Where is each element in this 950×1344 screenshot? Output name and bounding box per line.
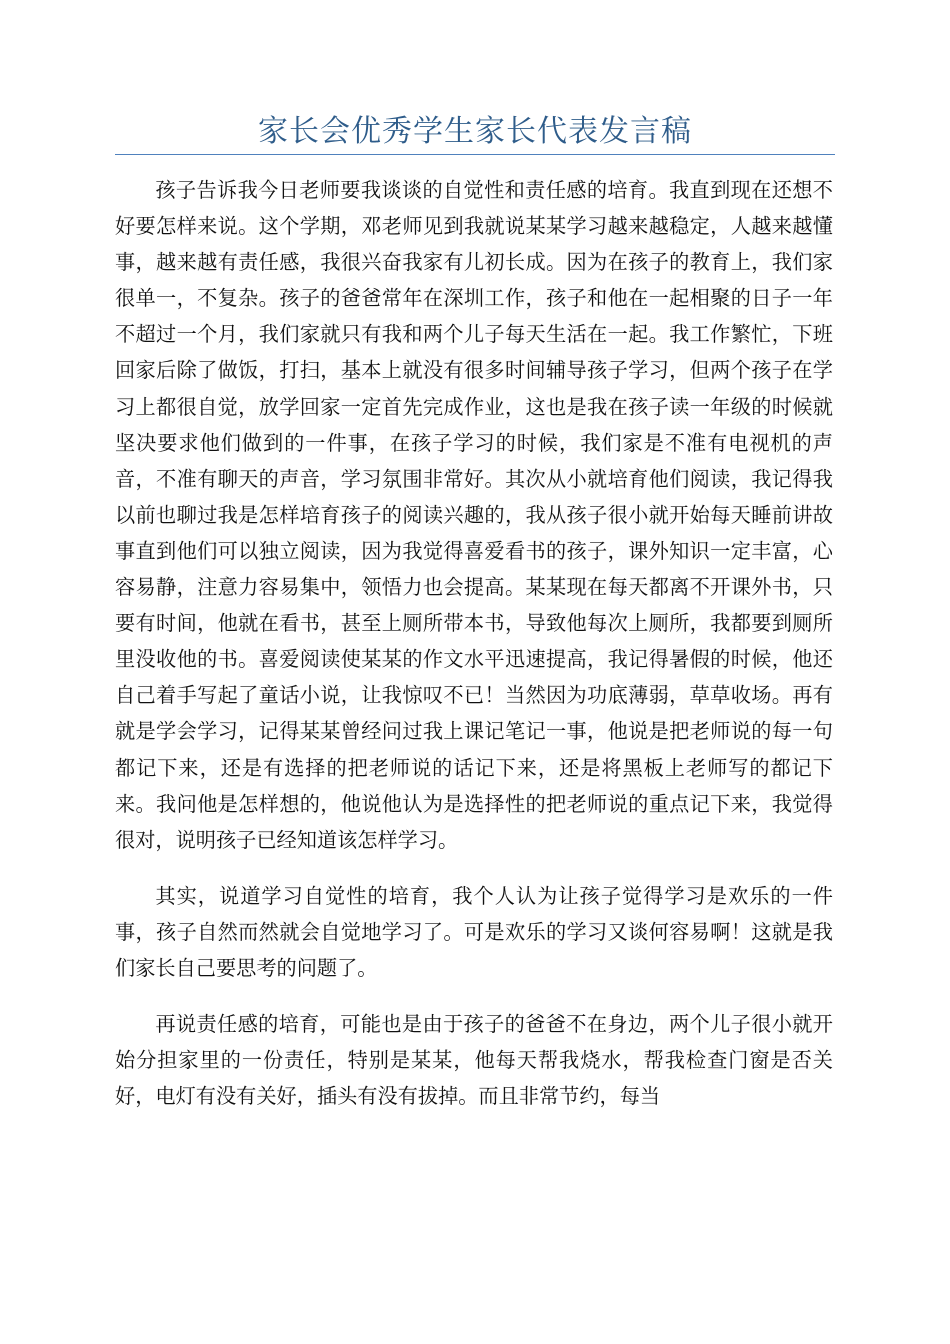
page-title: 家长会优秀学生家长代表发言稿 <box>258 114 692 149</box>
paragraph-1: 孩子告诉我今日老师要我谈谈的自觉性和责任感的培育。我直到现在还想不好要怎样来说。这个学期，邓老师见到我就说某某学习越来越稳定，人越来越懂事，越来越有责任感，我很兴奋我家有儿初长成。因为在孩子的教育上，我们家很单一，不复杂。孩子的爸爸常年在深圳工作，孩子和他在一起相聚的日子一年不超过一个月，我们家就只有我和两个儿子每天生活在一起。我工作繁忙，下班回家后除了做饭，打扫，基本上就没有很多时间辅导孩子学习，但两个孩子在学习上都很自觉，放学回家一定首先完成作业，这也是我在孩子读一年级的时候就坚决要求他们做到的一件事，在孩子学习的时候，我们家是不准有电视机的声音，不准有聊天的声音，学习氛围非常好。其次从小就培育他们阅读，我记得我以前也聊过我是怎样培育孩子的阅读兴趣的，我从孩子很小就开始每天睡前讲故事直到他们可以独立阅读，因为我觉得喜爱看书的孩子，课外知识一定丰富，心容易静，注意力容易集中，领悟力也会提高。某某现在每天都离不开课外书，只要有时间，他就在看书，甚至上厕所带本书，导致他每次上厕所，我都要到厕所里没收他的书。喜爱阅读使某某的作文水平迅速提高，我记得暑假的时候，他还自己着手写起了童话小说，让我惊叹不已！当然因为功底薄弱，草草收场。再有就是学会学习，记得某某曾经问过我上课记笔记一事，他说是把老师说的每一句都记下来，还是有选择的把老师说的话记下来，还是将黑板上老师写的都记下来。我问他是怎样想的，他说他认为是选择性的把老师说的重点记下来，我觉得很对，说明孩子已经知道该怎样学习。 <box>115 178 833 852</box>
document-body <box>115 172 833 1134</box>
paragraph-3: 再说责任感的培育，可能也是由于孩子的爸爸不在身边，两个儿子很小就开始分担家里的一份责任，特别是某某，他每天帮我烧水，帮我检查门窗是否关好，电灯有没有关好，插头有没有拔掉。而且非常节约，每当 <box>115 1012 833 1109</box>
title-underline <box>115 154 835 155</box>
paragraph-2: 其实，说道学习自觉性的培育，我个人认为让孩子觉得学习是欢乐的一件事，孩子自然而然就会自觉地学习了。可是欢乐的学习又谈何容易啊！这就是我们家长自己要思考的问题了。 <box>115 883 833 980</box>
